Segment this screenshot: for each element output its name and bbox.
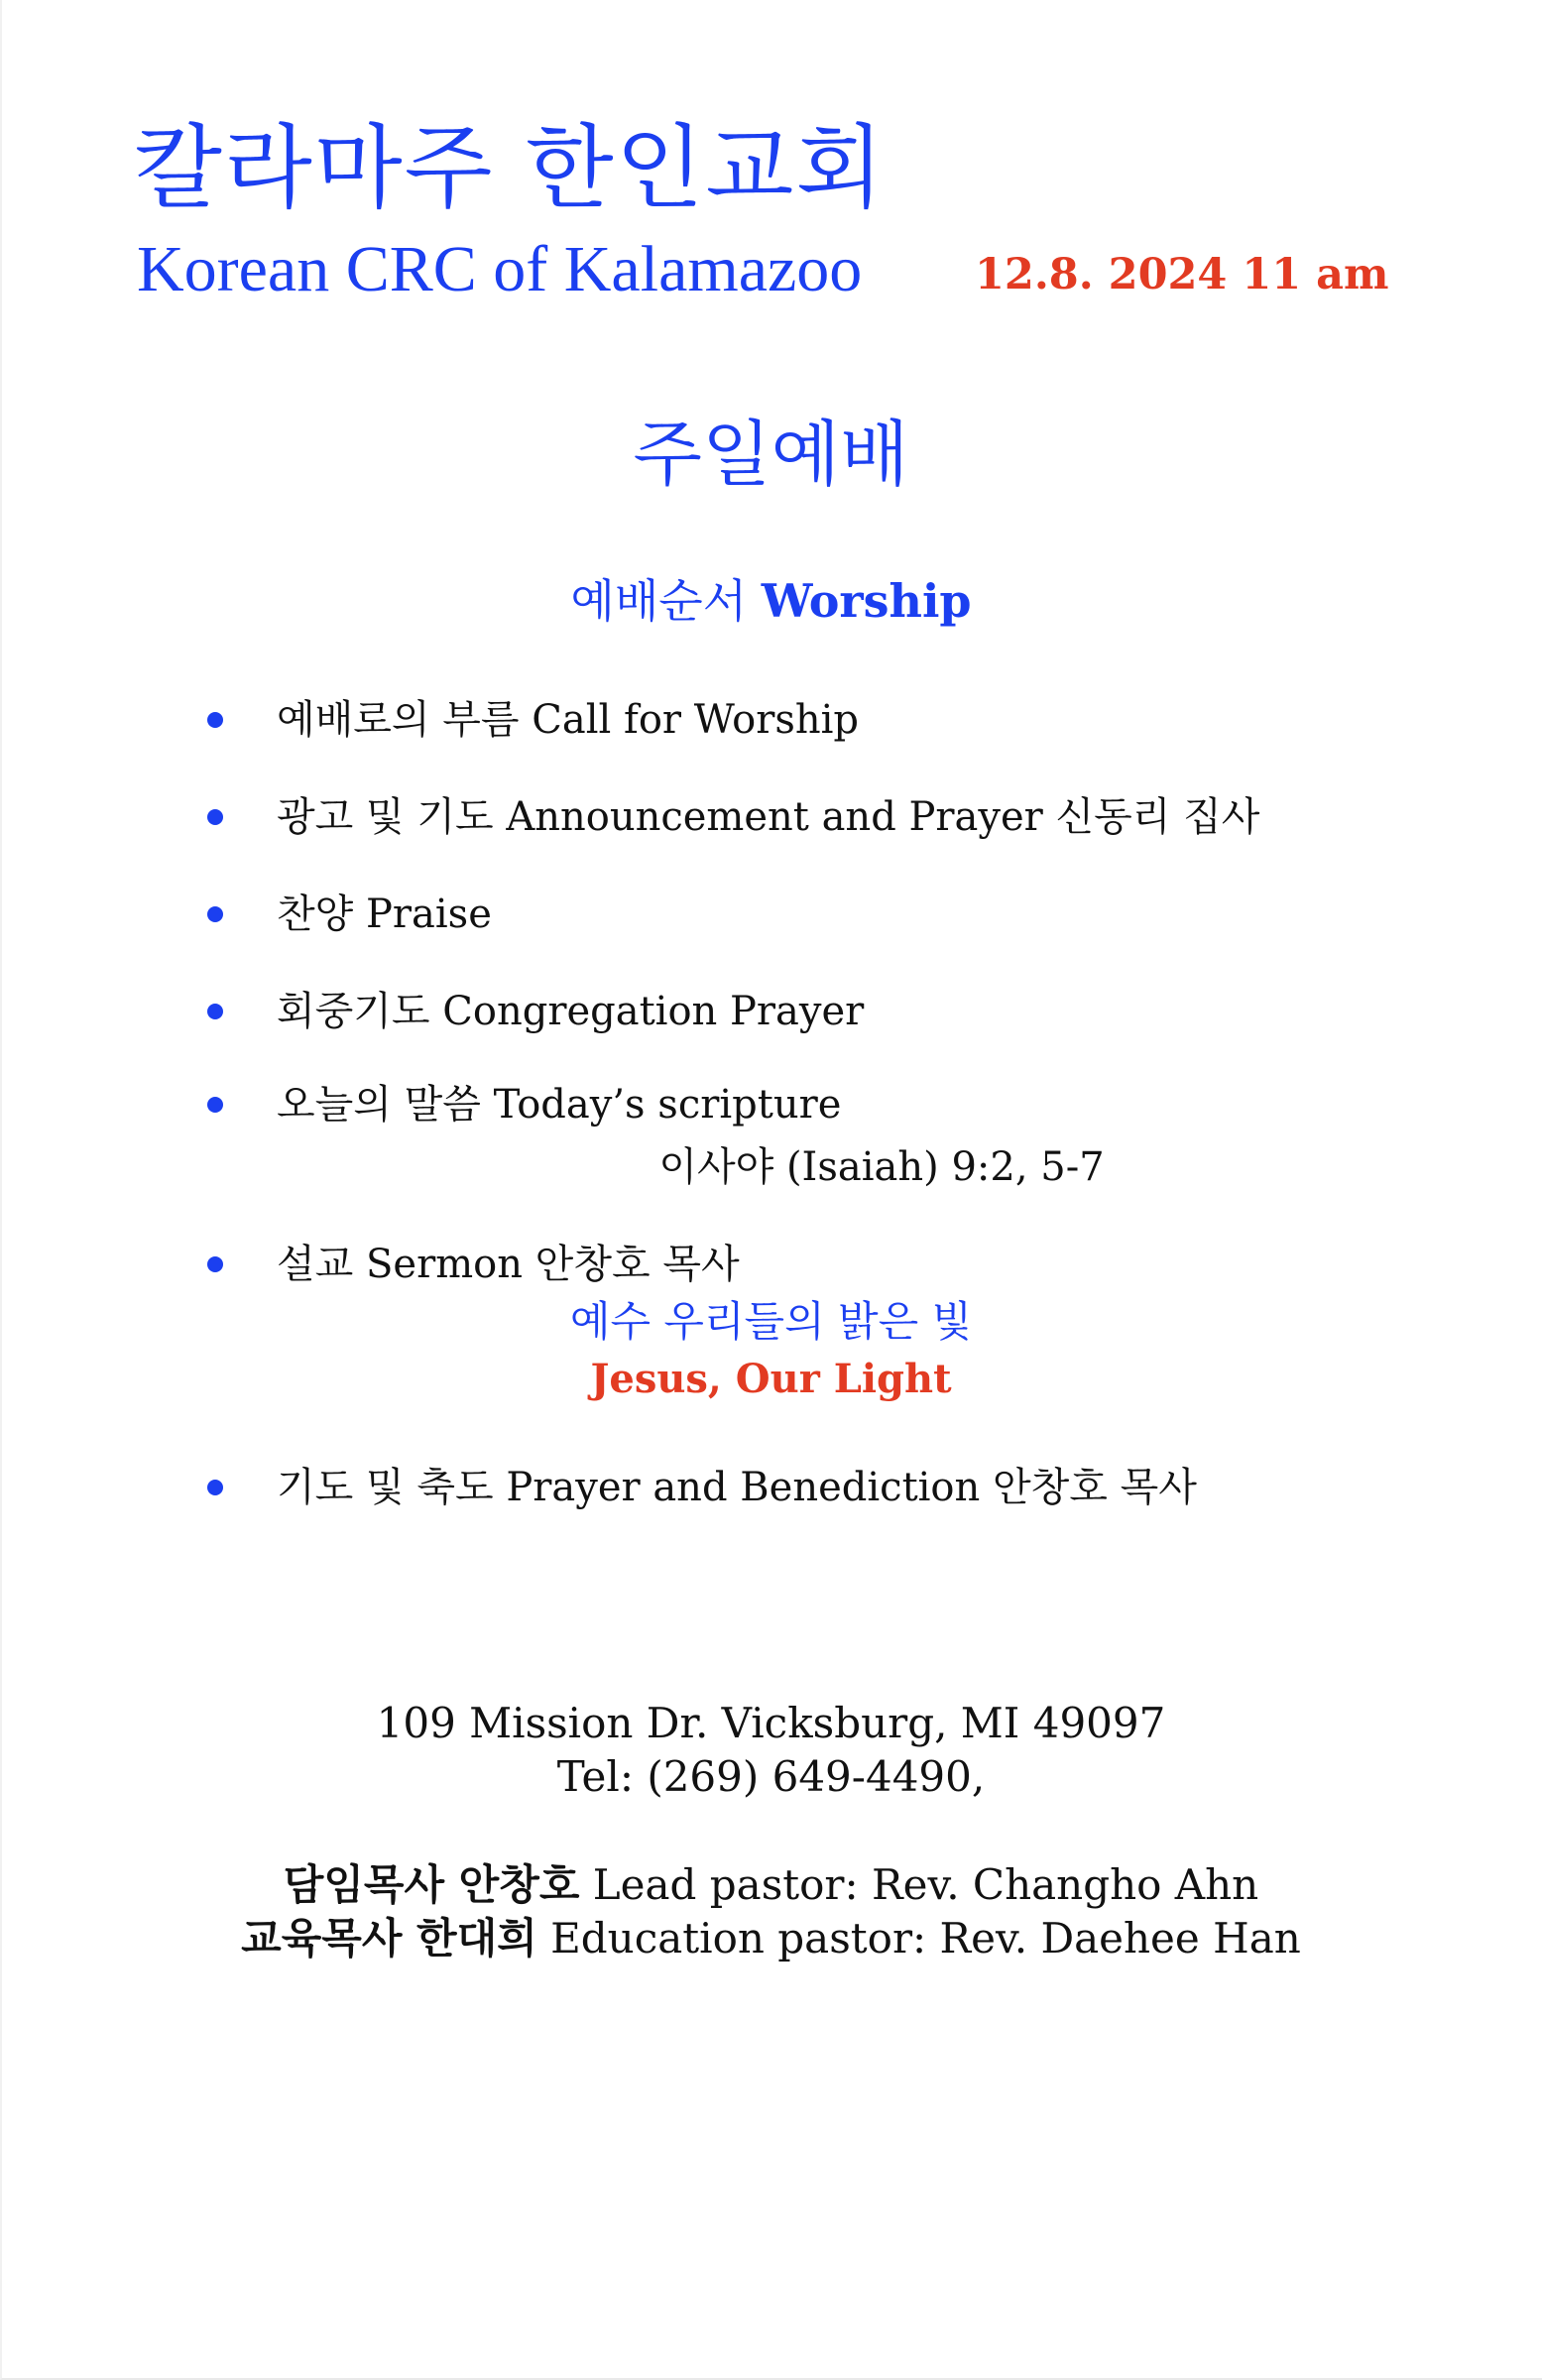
order-item-text: 설교 Sermon 안창호 목사 <box>277 1242 740 1287</box>
service-date-time: 12.8. 2024 11 am <box>975 250 1389 299</box>
scripture-reference: 이사야 (Isaiah) 9:2, 5-7 <box>658 1144 1105 1190</box>
sermon-title-korean: 예수 우리들의 밝은 빛 <box>569 1297 973 1346</box>
church-telephone: Tel: (269) 649-4490, <box>556 1752 986 1801</box>
order-item-praise <box>0 885 1542 944</box>
order-of-worship-heading <box>0 573 1542 629</box>
order-item-text: 오늘의 말씀 Today’s scripture <box>277 1082 842 1128</box>
lead-pastor-english: Lead pastor: Rev. Changho Ahn <box>592 1860 1259 1909</box>
order-item-sermon <box>0 1235 1542 1294</box>
order-item-text: 찬양 Praise <box>277 892 492 937</box>
education-pastor-line <box>0 1911 1542 1966</box>
service-title: 주일예배 <box>633 413 909 496</box>
education-pastor-korean: 교육목사 한대희 <box>241 1914 537 1963</box>
bullet-icon <box>207 1256 223 1272</box>
church-name-english: Korean CRC of Kalamazoo <box>137 233 863 305</box>
order-item-call-for-worship <box>0 690 1542 750</box>
bullet-icon <box>207 1480 223 1495</box>
bullet-icon <box>207 1004 223 1019</box>
bullet-icon <box>207 1097 223 1113</box>
lead-pastor-korean: 담임목사 안창호 <box>283 1860 580 1909</box>
order-item-text: 기도 및 축도 Prayer and Benediction 안창호 목사 <box>277 1465 1197 1510</box>
order-item-prayer-benediction <box>0 1458 1542 1517</box>
church-name-korean: 칼라마주 한인교회 <box>134 115 887 221</box>
bullet-icon <box>207 712 223 728</box>
education-pastor-english: Education pastor: Rev. Daehee Han <box>550 1914 1301 1963</box>
order-heading-english: Worship <box>761 574 972 628</box>
sermon-title-english: Jesus, Our Light <box>590 1356 952 1402</box>
order-item-todays-scripture <box>0 1075 1542 1134</box>
order-item-text: 예배로의 부름 Call for Worship <box>277 697 860 743</box>
order-item-text: 회중기도 Congregation Prayer <box>277 989 865 1034</box>
bullet-icon <box>207 906 223 922</box>
order-item-text: 광고 및 기도 Announcement and Prayer 신동리 집사 <box>277 794 1260 840</box>
order-item-congregation-prayer <box>0 982 1542 1041</box>
order-item-announcement-prayer <box>0 787 1542 847</box>
order-heading-korean: 예배순서 <box>570 574 748 628</box>
church-address: 109 Mission Dr. Vicksburg, MI 49097 <box>376 1699 1166 1747</box>
bullet-icon <box>207 809 223 825</box>
lead-pastor-line <box>0 1857 1542 1913</box>
